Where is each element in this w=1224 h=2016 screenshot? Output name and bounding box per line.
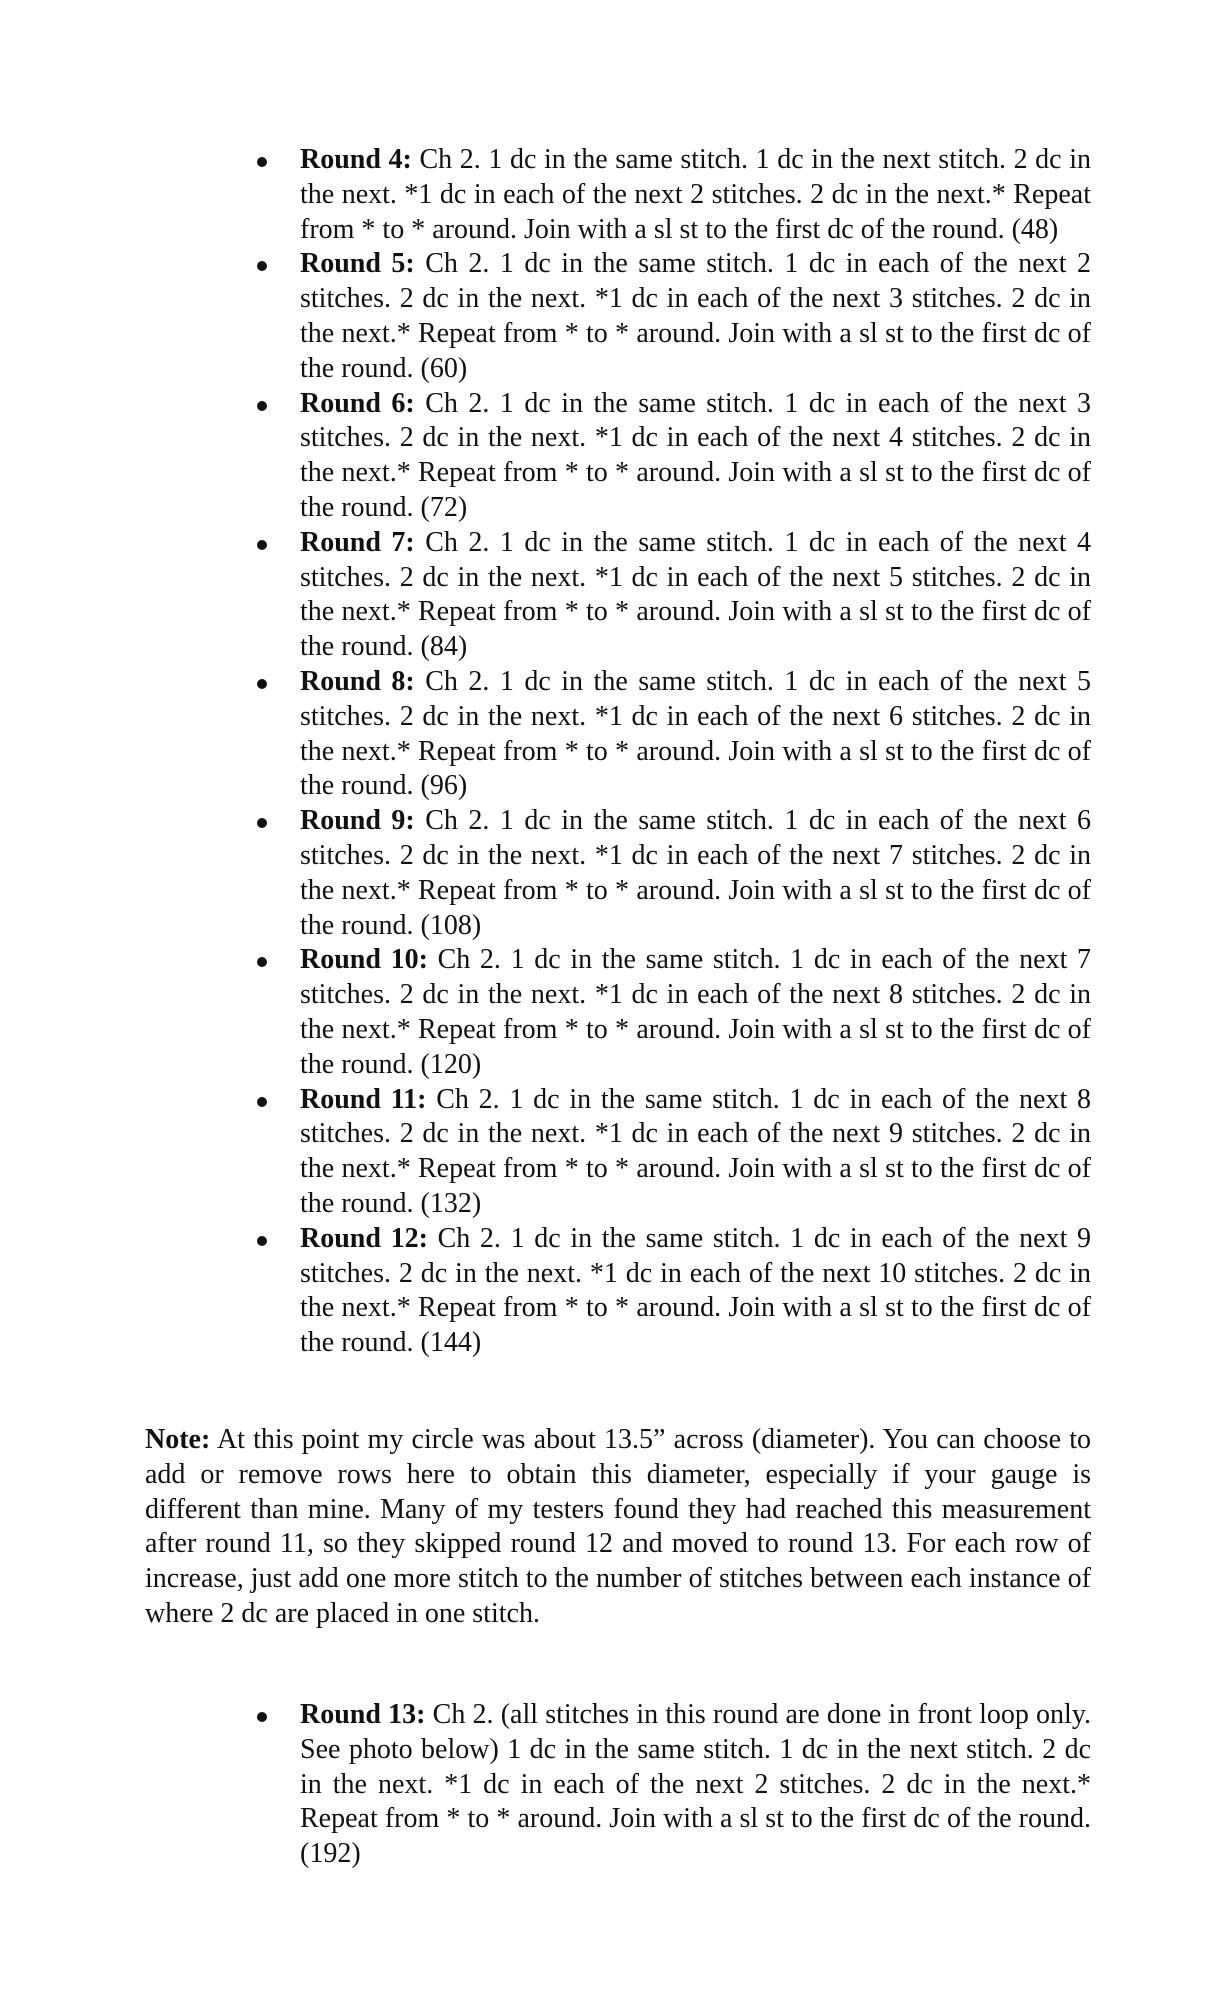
round-item-13 — [300, 1698, 1091, 1872]
note-text: At this point my circle was about 13.5” across (diameter). You can choose to add or remove rows here to obtain this diameter, especially if your gauge is different than mine. Many of my testers found they had reached this measurement after round 11, so they skipped round 12 and moved to round 13. For each row of increase, just add one more stitch to the number of stitches between each instance of where 2 dc are placed in one stitch. — [145, 1424, 1091, 1629]
round-text: Ch 2. 1 dc in the same stitch. 1 dc in each of the next 3 stitches. 2 dc in the next. *1 dc in each of the next 4 stitches. 2 dc in the next.* Repeat from * to * around. Join with a sl st to the first dc of the round. (72) — [300, 387, 1091, 523]
round-text: Ch 2. 1 dc in the same stitch. 1 dc in each of the next 2 stitches. 2 dc in the next. *1 dc in each of the next 3 stitches. 2 dc in the next.* Repeat from * to * around. Join with a sl st to the first dc of the round. (60) — [300, 248, 1091, 384]
bullet-icon — [257, 1097, 267, 1107]
round-label: Round 8: — [300, 665, 415, 697]
round-text: Ch 2. 1 dc in the same stitch. 1 dc in each of the next 8 stitches. 2 dc in the next. *1 dc in each of the next 9 stitches. 2 dc in the next.* Repeat from * to * around. Join with a sl st to the first dc of the round. (132) — [300, 1083, 1092, 1219]
note-paragraph — [145, 1423, 1091, 1632]
round-text: Ch 2. (all stitches in this round are done in front loop only. See photo below) 1 dc in the same stitch. 1 dc in the next stitch. 2 dc in the next. *1 dc in each of the next 2 stitches. 2 dc in the next.* Repeat from * to * around. Join with a sl st to the first dc of the round. (192) — [300, 1699, 1092, 1870]
bullet-icon — [257, 957, 267, 967]
round-label: Round 10: — [300, 944, 428, 976]
round-label: Round 5: — [300, 248, 415, 280]
note-label: Note: — [145, 1424, 211, 1455]
round-item-11 — [300, 1083, 1091, 1222]
round-item-10 — [300, 943, 1091, 1082]
round-item-6 — [300, 387, 1091, 526]
round-item-9 — [300, 804, 1091, 943]
round-item-4 — [300, 143, 1091, 247]
round-label: Round 12: — [300, 1222, 428, 1254]
round-text: Ch 2. 1 dc in the same stitch. 1 dc in the next stitch. 2 dc in the next. *1 dc in each of the next 2 stitches. 2 dc in the next.* Repeat from * to * around. Join with a sl st to the first dc of the round. (48) — [300, 144, 1091, 245]
bullet-icon — [257, 157, 267, 167]
round-item-12 — [300, 1222, 1091, 1361]
round-text: Ch 2. 1 dc in the same stitch. 1 dc in each of the next 7 stitches. 2 dc in the next. *1 dc in each of the next 8 stitches. 2 dc in the next.* Repeat from * to * around. Join with a sl st to the first dc of the round. (120) — [300, 944, 1092, 1080]
round-label: Round 13: — [300, 1699, 426, 1730]
round-item-8 — [300, 665, 1091, 804]
bullet-icon — [257, 1712, 267, 1722]
round-label: Round 6: — [300, 387, 415, 419]
round-text: Ch 2. 1 dc in the same stitch. 1 dc in each of the next 9 stitches. 2 dc in the next. *1 dc in each of the next 10 stitches. 2 dc in the next.* Repeat from * to * around. Join with a sl st to the first dc of the round. (144) — [300, 1222, 1092, 1359]
round-label: Round 4: — [300, 144, 412, 175]
round-list — [300, 143, 1091, 1361]
round-list — [300, 1698, 1091, 1872]
round-text: Ch 2. 1 dc in the same stitch. 1 dc in each of the next 6 stitches. 2 dc in the next. *1 dc in each of the next 7 stitches. 2 dc in the next.* Repeat from * to * around. Join with a sl st to the first dc of the round. (108) — [300, 805, 1091, 941]
bullet-icon — [257, 540, 267, 550]
round-text: Ch 2. 1 dc in the same stitch. 1 dc in each of the next 5 stitches. 2 dc in the next. *1 dc in each of the next 6 stitches. 2 dc in the next.* Repeat from * to * around. Join with a sl st to the first dc of the round. (96) — [300, 665, 1091, 802]
bullet-icon — [257, 818, 267, 828]
round-label: Round 7: — [300, 526, 415, 558]
bullet-icon — [257, 261, 267, 271]
round-text: Ch 2. 1 dc in the same stitch. 1 dc in each of the next 4 stitches. 2 dc in the next. *1 dc in each of the next 5 stitches. 2 dc in the next.* Repeat from * to * around. Join with a sl st to the first dc of the round. (84) — [300, 526, 1091, 663]
round-label: Round 9: — [300, 805, 415, 837]
round-item-7 — [300, 526, 1091, 665]
bullet-icon — [257, 1236, 267, 1246]
bullet-icon — [257, 679, 267, 689]
round-item-5 — [300, 247, 1091, 386]
bullet-icon — [257, 401, 267, 411]
round-label: Round 11: — [300, 1083, 427, 1115]
